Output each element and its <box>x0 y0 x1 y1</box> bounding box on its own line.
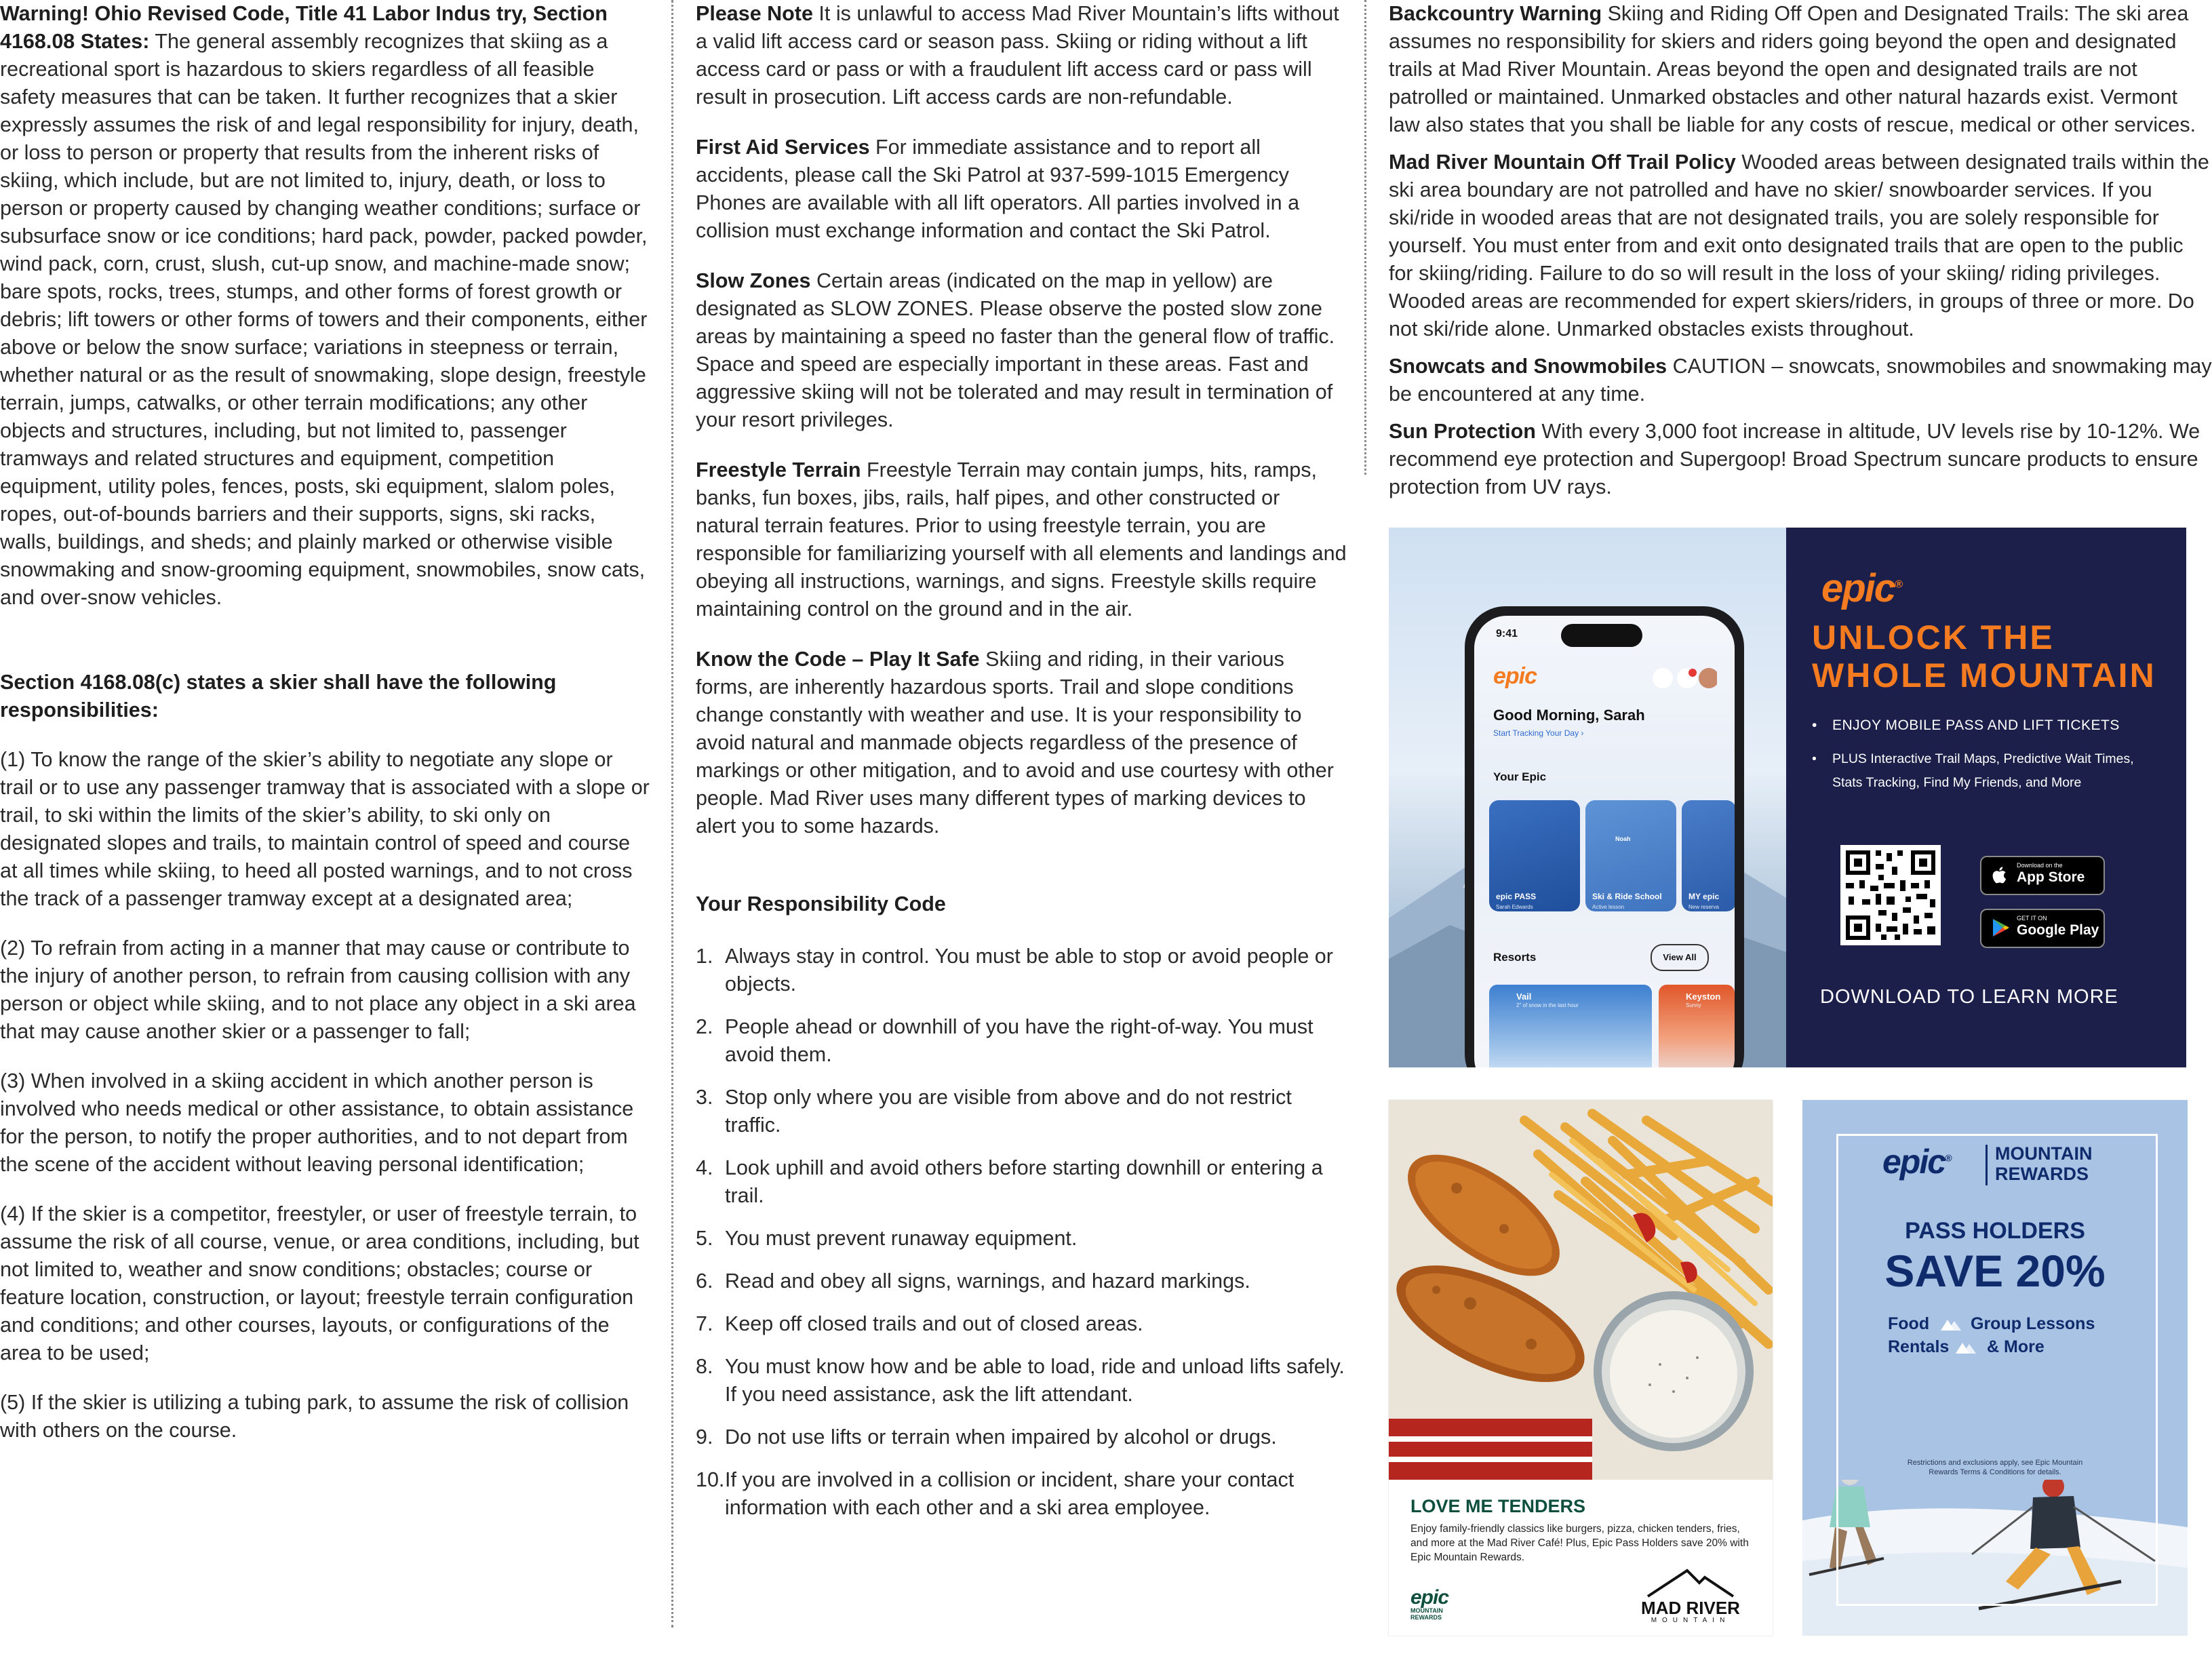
phone-screen <box>1474 616 1735 1067</box>
code-item <box>696 1466 1347 1522</box>
mad-river-logo <box>1626 1568 1755 1625</box>
code-number: 8. <box>696 1355 713 1378</box>
code-text: Always stay in control. You must be able to stop or avoid people or objects. <box>725 945 1333 996</box>
resorts-label: Resorts <box>1493 951 1537 964</box>
app-store-button[interactable] <box>1980 856 2105 895</box>
bullet-features <box>1812 747 2151 795</box>
epic-logo <box>1821 566 1901 611</box>
section-body: Freestyle Terrain may contain jumps, hits, ramps, banks, fun boxes, jibs, rails, half pipes, and other constructed or natural terrain features. Prior to using freestyle terrain, you are responsible for familiarizing yourself with all elements and landings and obeying all instructions, warnings, and signs. Freestyle skills require maintaining control on the ground and in the air. <box>696 458 1347 621</box>
responsibility-item: (1) To know the range of the skier’s ability to negotiate any slope or trail or to use any passenger tramway that is associated with a slope or trail, to ski within the limits of the skier’s ability, to ski only on designated slopes and trails, to maintain control of speed and course at all times while skiing, to heed all posted warnings, and to not cross the track of a passenger tramway except at a designated area; <box>0 748 650 910</box>
code-number: 1. <box>696 945 713 968</box>
logo-divider <box>1986 1145 1988 1185</box>
code-item <box>696 943 1347 998</box>
warning-paragraph <box>0 0 651 612</box>
mountain-icon <box>1941 1318 1961 1331</box>
resort-name: Vail <box>1516 991 1532 1002</box>
love-me-tenders-ad <box>1389 1100 1773 1636</box>
perk-group-lessons: Group Lessons <box>1971 1314 2095 1333</box>
code-item <box>696 1013 1347 1069</box>
phone-time: 9:41 <box>1496 628 1518 639</box>
code-item <box>696 1084 1347 1139</box>
code-text: You must know how and be able to load, ride and unload lifts safely. If you need assistance, ask the lift attendant. <box>725 1355 1345 1406</box>
mountain-peak-icon <box>1646 1568 1735 1598</box>
code-number: 5. <box>696 1227 713 1250</box>
section-title: First Aid Services <box>696 136 870 159</box>
snowcats-section <box>1389 353 2212 408</box>
section-body: With every 3,000 foot increase in altitude, UV levels rise by 10-12%. We recommend eye protection and Supergoop! Broad Spectrum suncare products to ensure protection from UV rays. <box>1389 420 2200 498</box>
section-body: CAUTION – snowcats, snowmobiles and snowmaking may be encountered at any time. <box>1389 355 2212 406</box>
epic-app-logo: epic <box>1493 663 1537 689</box>
code-text: Stop only where you are visible from above and do not restrict traffic. <box>725 1086 1292 1137</box>
section-heading <box>0 669 651 724</box>
start-tracking-link[interactable]: Start Tracking Your Day › <box>1493 728 1584 738</box>
code-number: 4. <box>696 1156 713 1179</box>
code-number: 2. <box>696 1015 713 1038</box>
section-body: Skiing and riding, in their various forms, are inherently hazardous sports. Trail and slope conditions change constantly with weather and use. It is your responsibility to avoid natural and manmade objects regardless of the presence of markings or other mitigation, and to avoid and use courtesy with other people. Mad River uses many different types of marking devices to alert you to some hazards. <box>696 648 1334 838</box>
resort-status: 2" of snow in the last hour <box>1516 1002 1579 1008</box>
card-title: MY epic <box>1688 892 1720 901</box>
bullet-mobile-pass <box>1812 717 2171 734</box>
view-all-button[interactable]: View All <box>1651 944 1709 971</box>
responsibility-item: (4) If the skier is a competitor, freestyler, or user of freestyle terrain, to assume the risk of all course, venue, or area conditions, including, but not limited to, weather and snow conditions; obstacles; course or feature location, construction, or layout; freestyle terrain configuration and conditions; and other courses, layouts, or configurations of the area to be used; <box>0 1202 639 1364</box>
code-text: Keep off closed trails and out of closed areas. <box>725 1312 1143 1335</box>
phone-photo-panel <box>1389 528 1786 1067</box>
mad-river-sub: MOUNTAIN <box>1651 1617 1731 1624</box>
code-item <box>696 1423 1347 1451</box>
off-trail-section <box>1389 149 2212 343</box>
section-title: Backcountry Warning <box>1389 2 1602 25</box>
your-epic-label: Your Epic <box>1493 770 1547 783</box>
epic-app-ad <box>1389 528 2186 1067</box>
code-text: If you are involved in a collision or incident, share your contact information with each other and a ski area employee. <box>725 1468 1295 1519</box>
section-title: Slow Zones <box>696 269 811 292</box>
column-divider <box>671 0 673 1628</box>
column-divider <box>1364 0 1366 475</box>
store-small-text: Download on the <box>2017 862 2063 869</box>
mountain-rewards-ad <box>1802 1100 2188 1636</box>
mad-river-name: MAD RIVER <box>1641 1598 1740 1618</box>
rewards-fine-print: Restrictions and exclusions apply, see Epic Mountain Rewards Terms & Conditions for details. <box>1907 1459 2083 1476</box>
section-title: Know the Code – Play It Safe <box>696 648 980 671</box>
section-body: Wooded areas between designated trails within the ski area boundary are not patrolled and have no skier/ snowboarder services. If you ski/ride in wooded areas that are not designated trails, you are solely responsible for yourself. You must enter from and exit onto designated trails that are open to the public for skiing/riding. Failure to do so will result in the loss of your skiing/ riding privileges. Wooded areas are recommended for expert skiers/riders, in groups of three or more. Do not ski/ride alone. Unmarked obstacles exists throughout. <box>1389 151 2209 340</box>
code-item <box>696 1225 1347 1253</box>
code-heading-text: Your Responsibility Code <box>696 892 946 915</box>
wordmark-line: MOUNTAIN <box>1995 1143 2093 1164</box>
section-title: Snowcats and Snowmobiles <box>1389 355 1667 378</box>
warning-title: Warning! Ohio Revised Code, Title 41 Labor Indus try, Section 4168.08 States: <box>0 2 608 53</box>
code-item <box>696 1353 1347 1409</box>
card-subtitle: Active lesson <box>1592 904 1625 910</box>
bullet-dot: • <box>1812 751 1817 766</box>
code-item <box>696 1154 1347 1210</box>
code-number: 6. <box>696 1269 713 1293</box>
code-text: Look uphill and avoid others before starting downhill or entering a trail. <box>725 1156 1323 1207</box>
epic-logo <box>1882 1142 1950 1181</box>
qr-code[interactable] <box>1840 845 1941 945</box>
resort-tile-vail[interactable] <box>1489 985 1652 1067</box>
store-small-text: GET IT ON <box>2017 915 2047 922</box>
mountain-rewards-wordmark <box>1995 1143 2092 1184</box>
code-text: Read and obey all signs, warnings, and hazard markings. <box>725 1269 1250 1293</box>
food-ad-body: Enjoy family-friendly classics like burgers, pizza, chicken tenders, fries, and more at the Mad River Café! Plus, Epic Pass Holders save 20% with Epic Mountain Rewards. <box>1410 1523 1749 1563</box>
download-cta: DOWNLOAD TO LEARN MORE <box>1820 986 2118 1008</box>
code-number: 7. <box>696 1312 713 1335</box>
card-person-name: Noah <box>1615 835 1631 842</box>
sun-protection-section <box>1389 418 2212 501</box>
column-policies <box>696 0 1347 1537</box>
code-item <box>696 1310 1347 1338</box>
section-title: Please Note <box>696 2 813 25</box>
perk-rentals: Rentals <box>1888 1337 1950 1356</box>
card-title: Ski & Ride School <box>1592 892 1662 901</box>
dynamic-island <box>1561 624 1642 647</box>
section-body: Skiing and Riding Off Open and Designated Trails: The ski area assumes no responsibility for skiers and riders going beyond the open and designated trails at Mad River Mountain. Areas beyond the open and designated trails are not patrolled or maintained. Unmarked obstacles and other natural hazards exist. Vermont law also states that you shall be liable for any costs of rescue, medical or other services. <box>1389 2 2196 136</box>
registered-mark: ® <box>1895 578 1901 591</box>
google-play-button[interactable] <box>1980 909 2105 948</box>
responsibility-item: (5) If the skier is utilizing a tubing park, to assume the risk of collision with others on the course. <box>0 1391 629 1442</box>
resort-status: Sunny <box>1686 1002 1701 1008</box>
tenders-fries-photo <box>1389 1100 1773 1480</box>
epic-logo-text: epic <box>1821 566 1895 610</box>
wordmark-line: REWARDS <box>1995 1164 2089 1184</box>
code-item <box>696 1267 1347 1295</box>
section-heading-text: Section 4168.08(c) states a skier shall have the following responsibilities: <box>0 671 557 722</box>
perk-food: Food <box>1888 1314 1930 1333</box>
column-warnings <box>1389 0 2212 501</box>
ski-school-card[interactable] <box>1585 800 1676 911</box>
column-ohio-law <box>0 0 651 1444</box>
perk-and-more: & More <box>1987 1337 2045 1356</box>
section-body: For immediate assistance and to report all accidents, please call the Ski Patrol at 937-599-1015 Emergency Phones are available with all lift operators. All parties involved in a collision must exchange information and contact the Ski Patrol. <box>696 136 1300 242</box>
store-large-text: Google Play <box>2017 922 2099 938</box>
code-text: You must prevent runaway equipment. <box>725 1227 1078 1250</box>
know-the-code-section <box>696 646 1347 840</box>
slow-zones-section <box>696 267 1347 434</box>
google-play-icon <box>1990 917 2011 939</box>
warning-body: The general assembly recognizes that skiing as a recreational sport is hazardous to skiers regardless of all feasible safety measures that can be taken. It further recognizes that a skier expressly assumes the risk of and legal responsibility for injury, death, or loss to person or property that results from the inherent risks of skiing, which include, but are not limited to, injury, death, or loss to person or property caused by changing weather conditions; surface or subsurface snow or ice conditions; hard pack, powder, packed powder, wind pack, corn, crust, slush, cut-up snow, and machine-made snow; bare spots, rocks, trees, stumps, and other forms of forest growth or debris; lift towers or other forms of towers and their components, either above or below the snow surface; variations in steepness or terrain, whether natural or as the result of snowmaking, slope design, freestyle terrain, jumps, catwalks, or other terrain modifications; any other objects and structures, including, but not limited to, passenger tramways and related structures and equipment, competition equipment, utility poles, fences, posts, ski equipment, slalom poles, ropes, out-of-bounds barriers and their supports, signs, ski racks, walls, buildings, and sheds; and plainly marked or otherwise visible snowmaking and snow-grooming equipment, snowmobiles, snow cats, and over-snow vehicles. <box>0 30 648 609</box>
epic-logo-text: epic <box>1882 1143 1946 1181</box>
card-subtitle: New reserva <box>1688 904 1719 910</box>
card-subtitle: Sarah Edwards <box>1496 904 1533 910</box>
ad-headline: UNLOCK THE WHOLE MOUNTAIN <box>1812 618 2156 694</box>
rewards-frame <box>1836 1134 2158 1606</box>
logo-subtext: MOUNTAIN REWARDS <box>1410 1607 1443 1621</box>
resort-tile-keystone[interactable] <box>1659 985 1735 1067</box>
food-ad-title: LOVE ME TENDERS <box>1410 1496 1586 1516</box>
card-title: epic PASS <box>1496 892 1537 901</box>
please-note-section <box>696 0 1347 111</box>
apple-icon <box>1990 864 2011 886</box>
store-large-text: App Store <box>2017 869 2085 885</box>
responsibility-code-list <box>696 943 1347 1522</box>
code-heading <box>696 890 1347 918</box>
section-title: Freestyle Terrain <box>696 458 861 481</box>
resort-name: Keyston <box>1686 991 1721 1002</box>
epic-logo-text: epic <box>1410 1586 1449 1609</box>
section-body: Certain areas (indicated on the map in yellow) are designated as SLOW ZONES. Please observe the posted slow zone areas by maintaining a speed no faster than the general flow of traffic. Space and speed are especially important in these areas. Fast and aggressive skiing will not be tolerated and may result in termination of your resort privileges. <box>696 269 1335 431</box>
save-percent-text: SAVE 20% <box>1884 1246 2106 1296</box>
epic-mountain-rewards-logo <box>1410 1588 1454 1621</box>
epic-pass-card[interactable] <box>1489 800 1580 911</box>
mountain-icon <box>1956 1341 1976 1354</box>
backcountry-section <box>1389 0 2212 139</box>
bullet-dot: • <box>1812 717 1817 733</box>
section-body: It is unlawful to access Mad River Mountain’s lifts without a valid lift access card or season pass. Skiing or riding without a lift access card or pass or with a fraudulent lift access card or pass will result in prosecution. Lift access cards are non-refundable. <box>696 2 1339 109</box>
pass-holders-text: PASS HOLDERS <box>1905 1218 2085 1244</box>
greeting-text: Good Morning, Sarah <box>1493 707 1645 724</box>
freestyle-terrain-section <box>696 456 1347 623</box>
responsibility-item: (3) When involved in a skiing accident in which another person is involved who needs medical or other assistance, to obtain assistance for the person, to notify the proper authorities, and to not depart from the scene of the accident without leaving personal identification; <box>0 1069 634 1176</box>
first-aid-section <box>696 134 1347 245</box>
app-header-icons <box>1652 666 1717 690</box>
app-ad-info-panel <box>1786 528 2186 1067</box>
responsibility-item: (2) To refrain from acting in a manner that may cause or contribute to the injury of another person, to refrain from causing collision with any person or object while skiing, and to not place any object in a ski area that may cause another skier or a passenger to fall; <box>0 937 636 1043</box>
my-epic-card[interactable] <box>1682 800 1735 911</box>
code-text: Do not use lifts or terrain when impaired by alcohol or drugs. <box>725 1425 1277 1449</box>
bullet-text: PLUS Interactive Trail Maps, Predictive Wait Times, Stats Tracking, Find My Friends, and More <box>1832 751 2134 790</box>
code-number: 9. <box>696 1425 713 1449</box>
section-title: Mad River Mountain Off Trail Policy <box>1389 151 1736 174</box>
code-number: 10. <box>696 1468 725 1491</box>
code-text: People ahead or downhill of you have the right-of-way. You must avoid them. <box>725 1015 1314 1066</box>
section-title: Sun Protection <box>1389 420 1536 443</box>
bullet-text: ENJOY MOBILE PASS AND LIFT TICKETS <box>1832 717 2120 733</box>
phone-mockup <box>1465 606 1744 1067</box>
code-number: 3. <box>696 1086 713 1109</box>
registered-mark: ® <box>1945 1152 1951 1164</box>
